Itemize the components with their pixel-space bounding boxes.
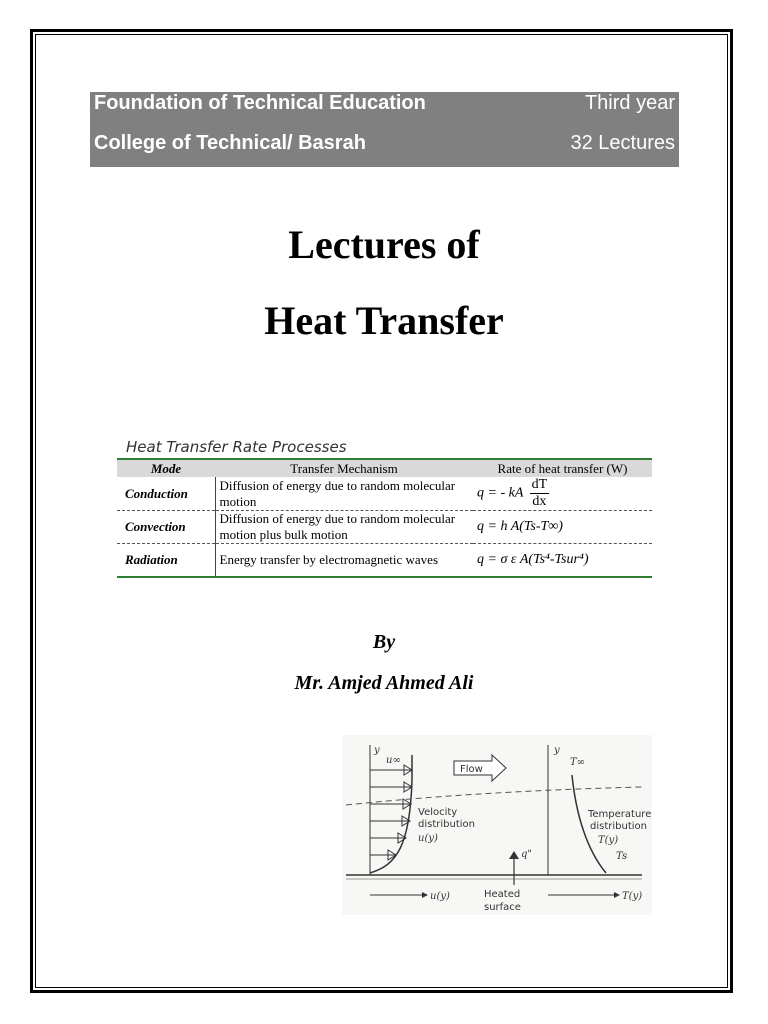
header-row-1 [94,92,675,122]
header-row-2 [94,132,675,162]
mechanism-cell: Energy transfer by electromagnetic waves [215,544,473,578]
boundary-layer-figure [342,735,652,915]
table-header-row [117,459,652,477]
institution-name: Foundation of Technical Education [94,92,426,114]
processes-table [117,458,652,578]
flow-label: Flow [460,764,483,775]
header-rate: Rate of heat transfer (W) [497,460,628,476]
right-y-label: y [554,745,560,756]
temperature-label: Temperature [588,809,652,820]
author-name: Mr. Amjed Ahmed Ali [294,672,474,694]
temperature-label-2: distribution [590,821,647,832]
mechanism-cell: Diffusion of energy due to random molecular motion [215,477,473,511]
rate-cell: q = σ ε A(Ts⁴-Tsur⁴) [473,544,652,578]
velocity-label-2: distribution [418,819,475,830]
college-name: College of Technical/ Basrah [94,132,366,154]
mechanism-cell: Diffusion of energy due to random molecular motion plus bulk motion [215,511,473,544]
header-mechanism: Transfer Mechanism [290,460,398,476]
mode-cell: Radiation [117,544,215,578]
mode-cell: Convection [117,511,215,544]
rate-cell: q = h A(Ts-T∞) [473,511,652,544]
table-row [117,477,652,511]
title-line-2: Heat Transfer [264,298,504,343]
u-axis-arrowhead [422,892,428,898]
heated-label: Heated [484,889,521,900]
header-band [90,92,679,167]
heat-flux-label: q" [521,849,533,860]
table-row [117,544,652,578]
mode-cell: Conduction [117,477,215,511]
derivative-fraction [530,477,550,510]
ts-label: Ts [616,851,628,862]
heat-flux-arrowhead [509,851,519,859]
rate-cell [473,477,652,511]
table-caption: Heat Transfer Rate Processes [126,438,347,456]
fraction-numerator: dT [531,477,548,492]
boundary-layer-edge [346,787,642,805]
boundary-layer-diagram [342,735,652,915]
by-label: By [372,631,396,653]
year-label: Third year [584,92,675,114]
title-line-1: Lectures of [288,222,480,267]
u-infinity-label: u∞ [386,755,401,766]
header-mode: Mode [150,460,182,476]
left-y-label: y [374,745,380,756]
t-infinity-label: T∞ [570,757,585,768]
u-axis-label: u(y) [430,891,450,902]
t-axis-label: T(y) [622,891,643,902]
velocity-arrows [370,765,412,860]
velocity-label: Velocity [418,807,458,818]
t-axis-arrowhead [614,892,620,898]
table-row [117,511,652,544]
u-y-label: u(y) [418,833,438,844]
heat-transfer-table [117,436,652,578]
t-y-label: T(y) [598,835,619,846]
lecture-count: 32 Lectures [570,132,675,154]
fraction-denominator: dx [532,494,547,509]
rate-lhs: q = - kA [477,485,524,501]
surface-label: surface [484,902,521,913]
